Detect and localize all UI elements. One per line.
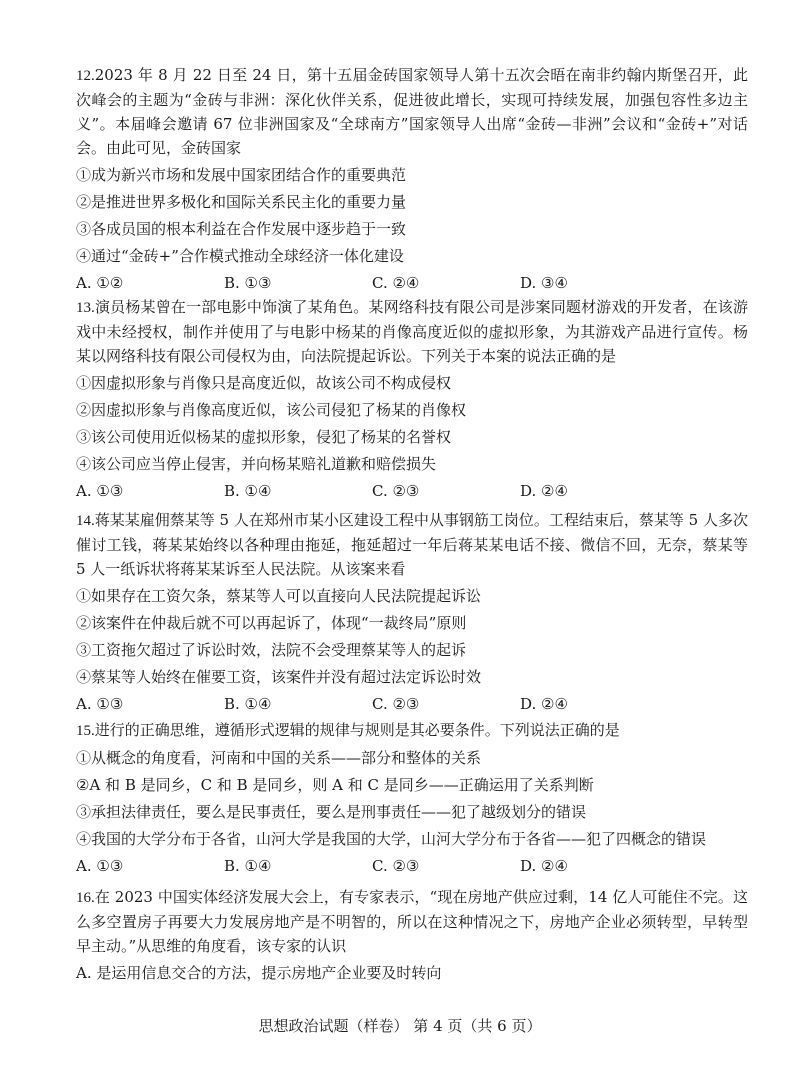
choice-c: C. ②③ — [372, 857, 420, 875]
statement-4: ④蔡某等人始终在催要工资，该案件并没有超过法定诉讼时效 — [76, 668, 482, 686]
choice-a: A. ①③ — [76, 857, 124, 875]
choice-a: A. ①③ — [76, 695, 124, 713]
question-text: 蒋某某雇佣蔡某等 5 人在郑州市某小区建设工程中从事钢筋工岗位。工程结束后，蔡某等 5 人多次催讨工钱，蒋某某始终以各种理由拖延，拖延超过一年后蒋某某电话不接、微信不回，无奈，蔡某等 5 人一纸诉状将蒋某某诉至人民法院。从该案来看 — [76, 511, 748, 578]
choice-b: B. ①④ — [224, 695, 272, 713]
question-stem — [76, 885, 748, 958]
answer-choices — [76, 692, 748, 716]
choice-b: B. ①③ — [224, 274, 272, 292]
statement-3: ③该公司使用近似杨某的虚拟形象，侵犯了杨某的名誉权 — [76, 428, 452, 446]
question-12 — [76, 63, 748, 295]
statement-3: ③承担法律责任，要么是民事责任，要么是刑事责任——犯了越级划分的错误 — [76, 803, 587, 821]
question-number: 16. — [76, 890, 95, 906]
choice-c: C. ②③ — [372, 695, 420, 713]
statement-2: ②A 和 B 是同乡，C 和 B 是同乡，则 A 和 C 是同乡——正确运用了关系判断 — [76, 776, 594, 794]
statement-1: ①因虚拟形象与肖像只是高度近似，故该公司不构成侵权 — [76, 374, 452, 392]
statement-2: ②该案件在仲裁后就不可以再起诉了，体现“一裁终局”原则 — [76, 614, 467, 632]
question-text: 2023 年 8 月 22 日至 24 日，第十五届金砖国家领导人第十五次会晤在南非约翰内斯堡召开，此次峰会的主题为“金砖与非洲：深化伙伴关系，促进彼此增长，实现可持续发展，加强包容性多边主义”。本届峰会邀请 67 位非洲国家及“全球南方”国家领导人出席“金砖—非洲”会议和“金砖+”对话会。由此可见，金砖国家 — [76, 66, 748, 157]
question-text: 在 2023 中国实体经济发展大会上，有专家表示，“现在房地产供应过剩，14 亿人可能住不完。这么多空置房子再要大力发展房地产是不明智的，所以在这种情况之下，房地产企业必须转型，早转型早主动。”从思维的角度看，该专家的认识 — [76, 888, 748, 955]
choice-a: A. ①② — [76, 274, 124, 292]
option-a: A. 是运用信息交合的方法，提示房地产企业要及时转向 — [76, 964, 442, 982]
answer-choices — [76, 271, 748, 295]
statement-1: ①如果存在工资欠条，蔡某等人可以直接向人民法院提起诉讼 — [76, 587, 482, 605]
page-footer: 思想政治试题（样卷） 第 4 页（共 6 页） — [258, 1017, 542, 1035]
statement-4: ④该公司应当停止侵害，并向杨某赔礼道歉和赔偿损失 — [76, 455, 437, 473]
statement-4: ④我国的大学分布于各省，山河大学是我国的大学，山河大学分布于各省——犯了四概念的错误 — [76, 830, 707, 848]
question-stem — [76, 295, 748, 368]
question-number: 14. — [76, 513, 95, 529]
choice-d: D. ③④ — [520, 274, 568, 292]
choice-c: C. ②③ — [372, 482, 420, 500]
statement-2: ②是推进世界多极化和国际关系民主化的重要力量 — [76, 193, 407, 211]
choice-a: A. ①③ — [76, 482, 124, 500]
choice-d: D. ②④ — [520, 695, 568, 713]
choice-b: B. ①④ — [224, 857, 272, 875]
question-16 — [76, 885, 748, 985]
question-text: 演员杨某曾在一部电影中饰演了某角色。某网络科技有限公司是涉案同题材游戏的开发者，在该游戏中未经授权，制作并使用了与电影中杨某的肖像高度近似的虚拟形象，为其游戏产品进行宣传。杨某以网络科技有限公司侵权为由，向法院提起诉讼。下列关于本案的说法正确的是 — [76, 298, 748, 365]
question-14 — [76, 508, 748, 716]
statement-3: ③各成员国的根本利益在合作发展中逐步趋于一致 — [76, 220, 407, 238]
question-text: 进行的正确思维，遵循形式逻辑的规律与规则是其必要条件。下列说法正确的是 — [94, 721, 620, 739]
choice-d: D. ②④ — [520, 857, 568, 875]
question-15 — [76, 718, 748, 878]
question-number: 15. — [76, 723, 95, 739]
question-number: 12. — [76, 68, 95, 84]
answer-choices — [76, 479, 748, 503]
statement-2: ②因虚拟形象与肖像高度近似，该公司侵犯了杨某的肖像权 — [76, 401, 467, 419]
statement-1: ①从概念的角度看，河南和中国的关系——部分和整体的关系 — [76, 749, 482, 767]
question-stem — [76, 63, 748, 160]
statement-1: ①成为新兴市场和发展中国家团结合作的重要典范 — [76, 166, 407, 184]
question-stem — [76, 718, 748, 743]
choice-c: C. ②④ — [372, 274, 420, 292]
choice-d: D. ②④ — [520, 482, 568, 500]
answer-choices — [76, 854, 748, 878]
question-13 — [76, 295, 748, 503]
statement-3: ③工资拖欠超过了诉讼时效，法院不会受理蔡某等人的起诉 — [76, 641, 467, 659]
choice-b: B. ①④ — [224, 482, 272, 500]
question-stem — [76, 508, 748, 581]
question-number: 13. — [76, 300, 95, 316]
statement-4: ④通过“金砖+”合作模式推动全球经济一体化建设 — [76, 247, 404, 265]
